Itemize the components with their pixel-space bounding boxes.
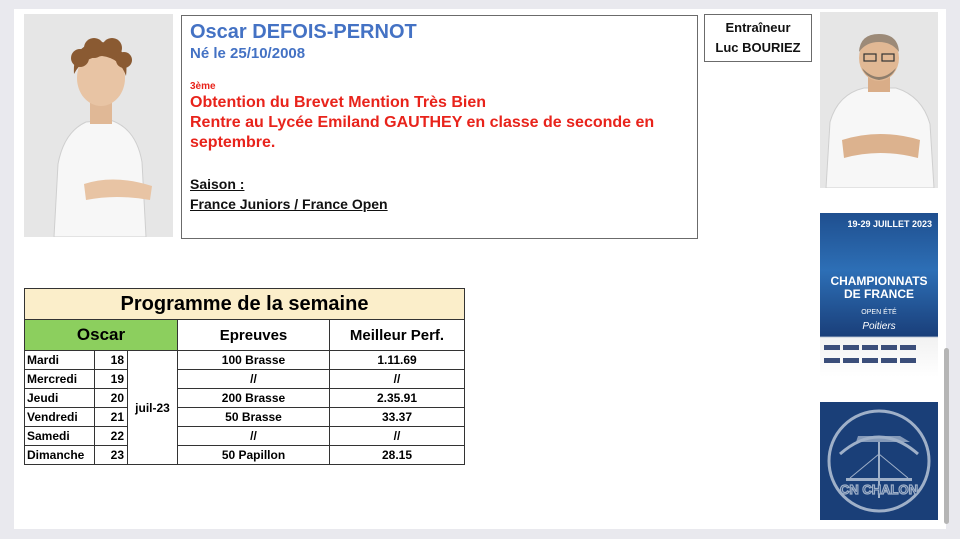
club-logo bbox=[820, 402, 938, 520]
events-column-header: Epreuves bbox=[178, 320, 330, 351]
vertical-scrollbar[interactable] bbox=[944, 348, 949, 524]
poster-subtitle: OPEN ÉTÉ bbox=[861, 309, 897, 316]
athlete-birthdate: Né le 25/10/2008 bbox=[190, 45, 306, 62]
club-name: CN CHALON bbox=[840, 482, 918, 497]
table-row bbox=[25, 446, 465, 465]
event-cell: // bbox=[178, 427, 330, 446]
coach-title: Entraîneur bbox=[725, 20, 791, 35]
table-row bbox=[25, 427, 465, 446]
perf-cell: 33.37 bbox=[330, 408, 465, 427]
athlete-column-header: Oscar bbox=[25, 320, 178, 351]
event-cell: 200 Brasse bbox=[178, 389, 330, 408]
perf-column-header: Meilleur Perf. bbox=[330, 320, 465, 351]
perf-cell: // bbox=[330, 427, 465, 446]
athlete-name: Oscar DEFOIS-PERNOT bbox=[190, 21, 417, 43]
poster-title: CHAMPIONNATS DE FRANCE bbox=[830, 274, 928, 301]
event-cell: 50 Brasse bbox=[178, 408, 330, 427]
date-cell: 18 bbox=[95, 351, 128, 370]
athlete-info-box bbox=[181, 15, 698, 239]
day-cell: Mercredi bbox=[25, 370, 95, 389]
day-cell: Mardi bbox=[25, 351, 95, 370]
coach-photo bbox=[820, 12, 938, 188]
sponsor-logos bbox=[820, 341, 938, 371]
athlete-silhouette bbox=[24, 14, 173, 237]
date-cell: 22 bbox=[95, 427, 128, 446]
achievement-1: Obtention du Brevet Mention Très Bien bbox=[190, 94, 487, 111]
event-cell: // bbox=[178, 370, 330, 389]
date-cell: 23 bbox=[95, 446, 128, 465]
programme-title: Programme de la semaine bbox=[25, 289, 465, 320]
perf-cell: 1.11.69 bbox=[330, 351, 465, 370]
school-grade: 3ème bbox=[190, 81, 216, 92]
season-label: Saison : bbox=[190, 176, 245, 192]
event-cell: 50 Papillon bbox=[178, 446, 330, 465]
day-cell: Vendredi bbox=[25, 408, 95, 427]
perf-cell: 2.35.91 bbox=[330, 389, 465, 408]
event-cell: 100 Brasse bbox=[178, 351, 330, 370]
club-emblem-icon bbox=[820, 402, 938, 520]
coach-name: Luc BOURIEZ bbox=[715, 40, 801, 55]
coach-silhouette bbox=[820, 12, 938, 188]
month-cell: juil-23 bbox=[128, 351, 178, 465]
table-row bbox=[25, 389, 465, 408]
athlete-photo bbox=[24, 14, 173, 237]
table-row bbox=[25, 351, 465, 370]
day-cell: Jeudi bbox=[25, 389, 95, 408]
table-row bbox=[25, 408, 465, 427]
day-cell: Dimanche bbox=[25, 446, 95, 465]
poster-city: Poitiers bbox=[862, 321, 896, 332]
poster-date: 19-29 JUILLET 2023 bbox=[847, 219, 932, 229]
programme-table bbox=[24, 288, 465, 465]
perf-cell: // bbox=[330, 370, 465, 389]
championship-poster bbox=[820, 213, 938, 377]
table-row bbox=[25, 370, 465, 389]
date-cell: 20 bbox=[95, 389, 128, 408]
date-cell: 19 bbox=[95, 370, 128, 389]
coach-box bbox=[704, 14, 812, 62]
season-value: France Juniors / France Open bbox=[190, 196, 388, 212]
day-cell: Samedi bbox=[25, 427, 95, 446]
achievement-2: Rentre au Lycée Emiland GAUTHEY en classe de seconde en septembre. bbox=[190, 114, 655, 151]
perf-cell: 28.15 bbox=[330, 446, 465, 465]
date-cell: 21 bbox=[95, 408, 128, 427]
